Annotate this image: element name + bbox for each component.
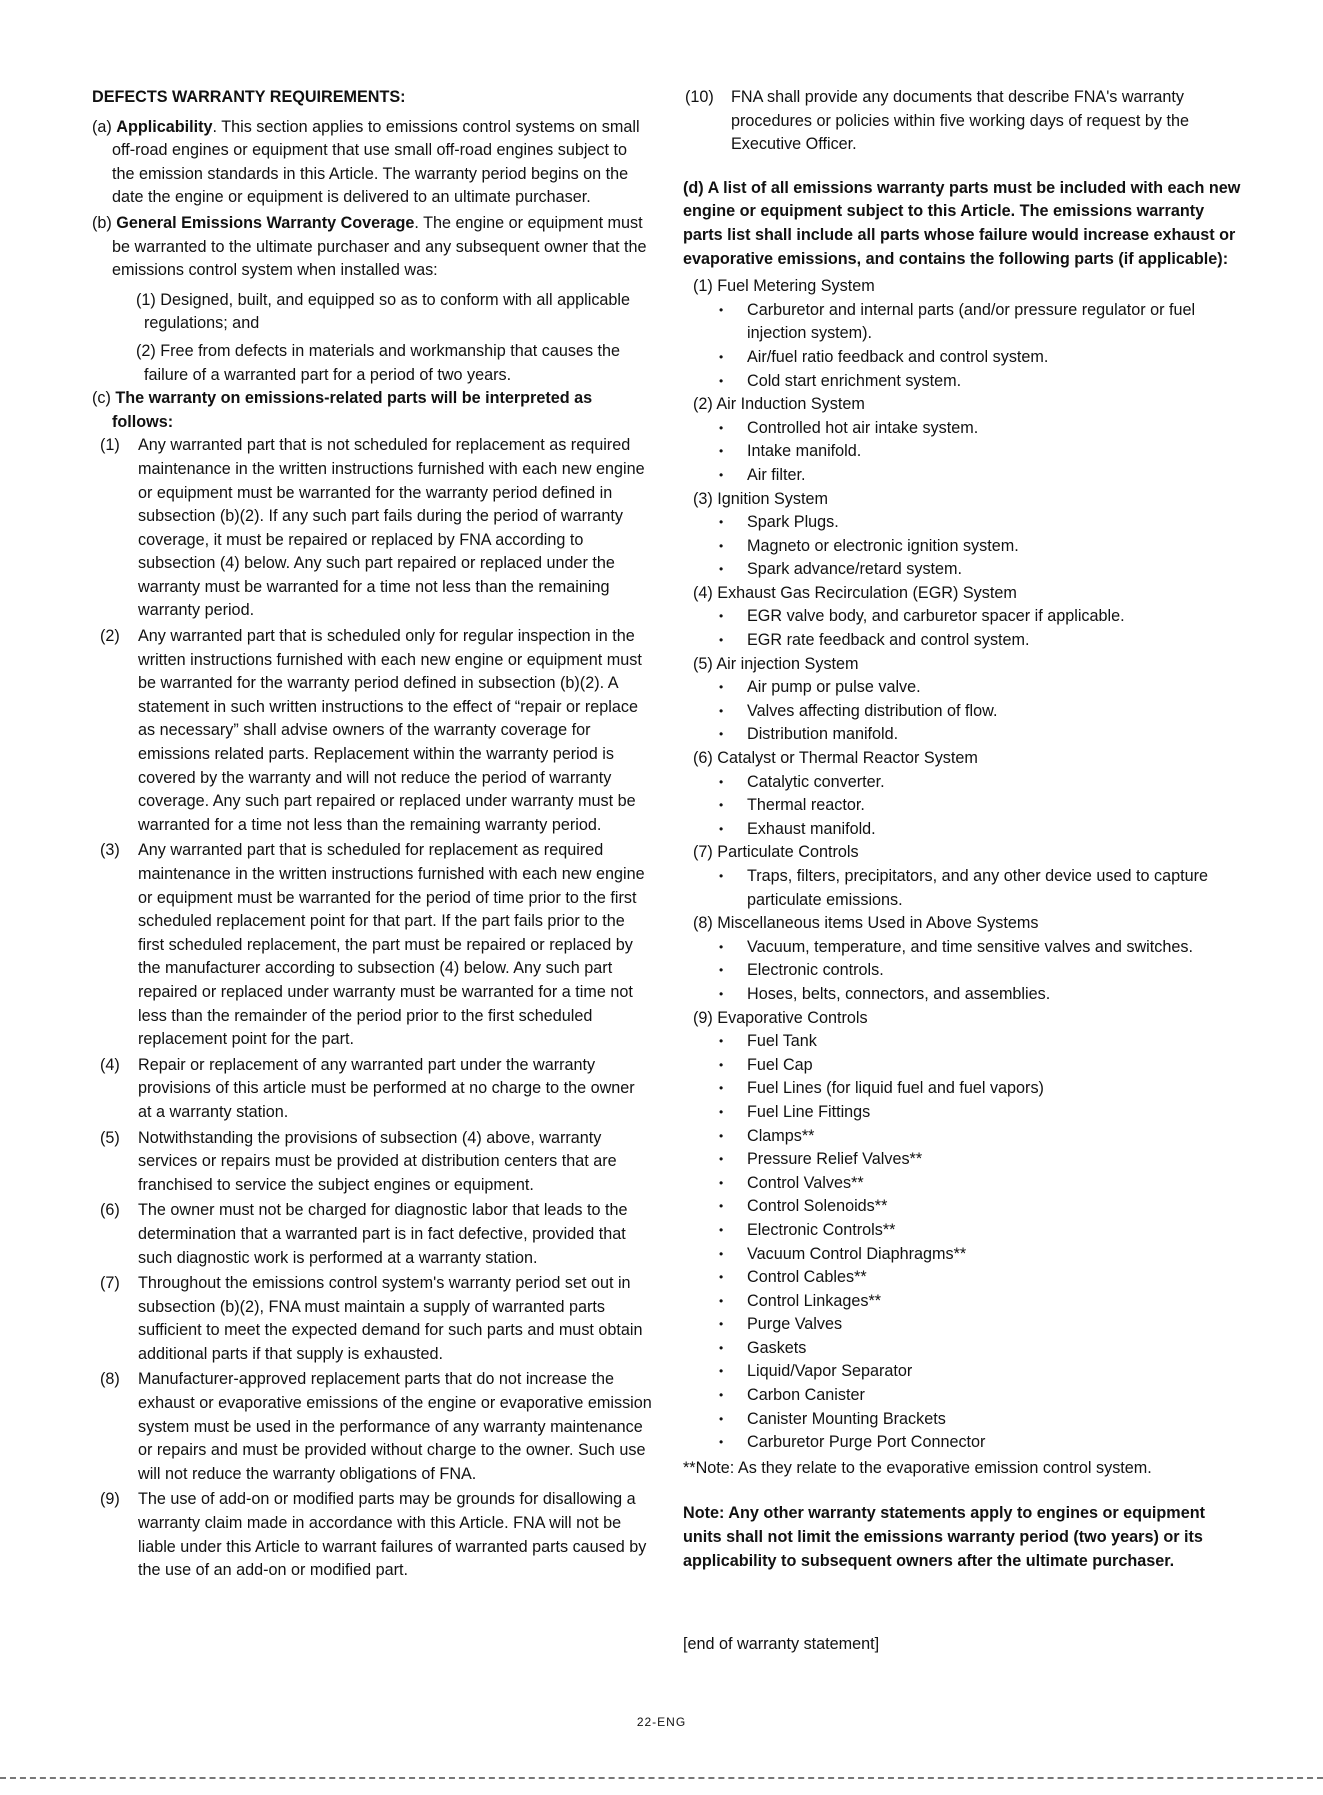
parts-list-item: • Fuel Cap <box>683 1054 1243 1078</box>
paragraph-a: (a) Applicability. This section applies to emissions control systems on small off-road engines or equipment that use small off-road engines subject to the emission standards in this Article. The warranty period begins on the date the engine or equipment is delivered to an ultimate purchaser. <box>92 117 640 207</box>
bottom-rule <box>0 1777 1323 1779</box>
list-item-10: (10) FNA shall provide any documents that describe FNA's warranty procedures or policies within five working days of request by the Executive Officer. <box>685 88 1189 154</box>
paragraph-c: (c) The warranty on emissions-related parts will be interpreted as follows: <box>92 389 593 431</box>
section-title: DEFECTS WARRANTY REQUIREMENTS: <box>92 88 406 106</box>
right-column <box>683 86 1243 1657</box>
parts-list-item: • Catalytic converter. <box>683 771 1243 795</box>
list-item: (9) The use of add-on or modified parts may be grounds for disallowing a warranty claim made in accordance with this Article. FNA will not be liable under this Article to warrant failures of warranted parts caused by the use of an add-on or modified part. <box>100 1490 647 1580</box>
left-column <box>92 86 652 1583</box>
paragraph-b1: (1) Designed, built, and equipped so as to conform with all applicable regulations; and <box>136 290 631 333</box>
list-item: (8) Manufacturer-approved replacement parts that do not increase the exhaust or evaporative emissions of the engine or evaporative emission system must be used in the performance of any warranty maintenance or repairs and must be provided without charge to the owner. Such use will not reduce the warranty obligations of FNA. <box>100 1370 652 1483</box>
parts-group-title: (6) Catalyst or Thermal Reactor System <box>693 749 978 768</box>
paragraph-b2: (2) Free from defects in materials and workmanship that causes the failure of a warranted part for a period of two years. <box>136 341 621 384</box>
paragraph-a-heading: Applicability <box>116 117 213 136</box>
parts-list-item: • Distribution manifold. <box>683 723 1243 747</box>
parts-list-item: • Control Solenoids** <box>683 1195 1243 1219</box>
parts-list-item: • Spark advance/retard system. <box>683 558 1243 582</box>
parts-list-item: • Air/fuel ratio feedback and control system. <box>683 346 1243 370</box>
parts-group-title: (1) Fuel Metering System <box>693 277 875 296</box>
parts-list-item: • Fuel Lines (for liquid fuel and fuel vapors) <box>683 1077 1243 1101</box>
parts-list-item: • Controlled hot air intake system. <box>683 417 1243 441</box>
parts-list-item: • Vacuum Control Diaphragms** <box>683 1243 1243 1267</box>
parts-list-item: • Magneto or electronic ignition system. <box>683 535 1243 559</box>
parts-list-item: • Air pump or pulse valve. <box>683 676 1243 700</box>
parts-list-item: • Pressure Relief Valves** <box>683 1148 1243 1172</box>
parts-list-item: • Electronic Controls** <box>683 1219 1243 1243</box>
parts-list-item: • Control Cables** <box>683 1266 1243 1290</box>
parts-list-item: • Carbon Canister <box>683 1384 1243 1408</box>
parts-list-item: • Traps, filters, precipitators, and any other device used to capture particulate emissions. <box>683 865 1243 912</box>
parts-list-item: • Control Linkages** <box>683 1290 1243 1314</box>
parts-list-item: • Spark Plugs. <box>683 511 1243 535</box>
list-item: (4) Repair or replacement of any warranted part under the warranty provisions of this article must be performed at no charge to the owner at a warranty station. <box>100 1055 635 1121</box>
parts-list-item: • Intake manifold. <box>683 440 1243 464</box>
evaporative-note: **Note: As they relate to the evaporative emission control system. <box>683 1458 1152 1477</box>
parts-list-item: • Fuel Line Fittings <box>683 1101 1243 1125</box>
parts-list-item: • Cold start enrichment system. <box>683 370 1243 394</box>
parts-list-item: • Valves affecting distribution of flow. <box>683 700 1243 724</box>
parts-list <box>683 275 1243 1455</box>
parts-group-title: (8) Miscellaneous items Used in Above Systems <box>693 914 1039 933</box>
parts-list-item: • EGR valve body, and carburetor spacer if applicable. <box>683 605 1243 629</box>
list-item: (1) Any warranted part that is not scheduled for replacement as required maintenance in the written instructions furnished with each new engine or equipment must be warranted for the warranty period defined in subsection (b)(2). If any such part fails during the period of warranty coverage, it must be repaired or replaced by FNA according to subsection (4) below. Any such part repaired or replaced under the warranty must be warranted for a time not less than the remaining warranty period. <box>100 436 645 620</box>
end-statement: [end of warranty statement] <box>683 1635 880 1654</box>
paragraph-b: (b) General Emissions Warranty Coverage. The engine or equipment must be warranted to the ultimate purchaser and any subsequent owner that the emissions control system when installed was: <box>92 213 647 280</box>
parts-group-title: (9) Evaporative Controls <box>693 1008 868 1027</box>
parts-group-title: (5) Air injection System <box>693 654 859 673</box>
parts-list-item: • Liquid/Vapor Separator <box>683 1360 1243 1384</box>
list-item: (6) The owner must not be charged for diagnostic labor that leads to the determination that a warranted part is in fact defective, provided that such diagnostic work is performed at a warranty station. <box>100 1201 628 1267</box>
parts-list-item: • Thermal reactor. <box>683 794 1243 818</box>
parts-group-title: (7) Particulate Controls <box>693 843 859 862</box>
parts-list-item: • Control Valves** <box>683 1172 1243 1196</box>
parts-list-item: • Fuel Tank <box>683 1030 1243 1054</box>
parts-list-item: • Purge Valves <box>683 1313 1243 1337</box>
parts-list-item: • Carburetor Purge Port Connector <box>683 1431 1243 1455</box>
parts-list-item: • Vacuum, temperature, and time sensitive valves and switches. <box>683 936 1243 960</box>
warranty-note: Note: Any other warranty statements apply to engines or equipment units shall not limit the emissions warranty period (two years) or its applicability to subsequent owners after the ultimate purchaser. <box>683 1504 1205 1570</box>
parts-list-item: • Exhaust manifold. <box>683 818 1243 842</box>
paragraph-d: (d) A list of all emissions warranty parts must be included with each new engine or equipment subject to this Article. The emissions warranty parts list shall include all parts whose failure would increase exhaust or evaporative emissions, and contains the following parts (if applicable): <box>683 178 1241 268</box>
parts-group-title: (3) Ignition System <box>693 489 828 508</box>
parts-list-item: • Air filter. <box>683 464 1243 488</box>
list-item: (3) Any warranted part that is scheduled for replacement as required maintenance in the written instructions furnished with each new engine or equipment must be warranted for the period of time prior to the first scheduled replacement point for that part. If the part fails prior to the first scheduled replacement, the part must be repaired or replaced by the manufacturer according to subsection (4) below. Any such part repaired or replaced under warranty must be warranted for a time not less than the remainder of the period prior to the first scheduled replacement point for the part. <box>100 841 645 1049</box>
list-item: (5) Notwithstanding the provisions of subsection (4) above, warranty services or repairs must be provided at distribution centers that are franchised to service the subject engines or equipment. <box>100 1128 617 1194</box>
parts-list-item: • EGR rate feedback and control system. <box>683 629 1243 653</box>
parts-list-item: • Electronic controls. <box>683 959 1243 983</box>
paragraph-c-heading: The warranty on emissions-related parts will be interpreted as follows: <box>112 389 593 431</box>
parts-list-item: • Gaskets <box>683 1337 1243 1361</box>
parts-list-item: • Canister Mounting Brackets <box>683 1408 1243 1432</box>
paragraph-b-heading: General Emissions Warranty Coverage <box>116 213 415 232</box>
page-number: 22-ENG <box>636 1715 687 1729</box>
parts-group-title: (4) Exhaust Gas Recirculation (EGR) System <box>693 583 1017 602</box>
parts-list-item: • Carburetor and internal parts (and/or pressure regulator or fuel injection system). <box>683 299 1243 346</box>
parts-list-item: • Clamps** <box>683 1125 1243 1149</box>
parts-group-title: (2) Air Induction System <box>693 395 865 414</box>
parts-list-item: • Hoses, belts, connectors, and assemblies. <box>683 983 1243 1007</box>
list-item: (7) Throughout the emissions control system's warranty period set out in subsection (b)(2), FNA must maintain a supply of warranted parts sufficient to meet the expected demand for such parts and must obtain additional parts if that supply is exhausted. <box>100 1274 643 1363</box>
list-item: (2) Any warranted part that is scheduled only for regular inspection in the written instructions furnished with each new engine or equipment must be warranted for the warranty period defined in subsection (b)(2). A statement in such written instructions to the effect of “repair or replace as necessary” shall advise owners of the warranty coverage for emissions related parts. Replacement within the warranty period is covered by the warranty and will not reduce the period of warranty coverage. Any such part repaired or replaced under warranty must be warranted for a time not less than the remaining warranty period. <box>100 627 642 834</box>
